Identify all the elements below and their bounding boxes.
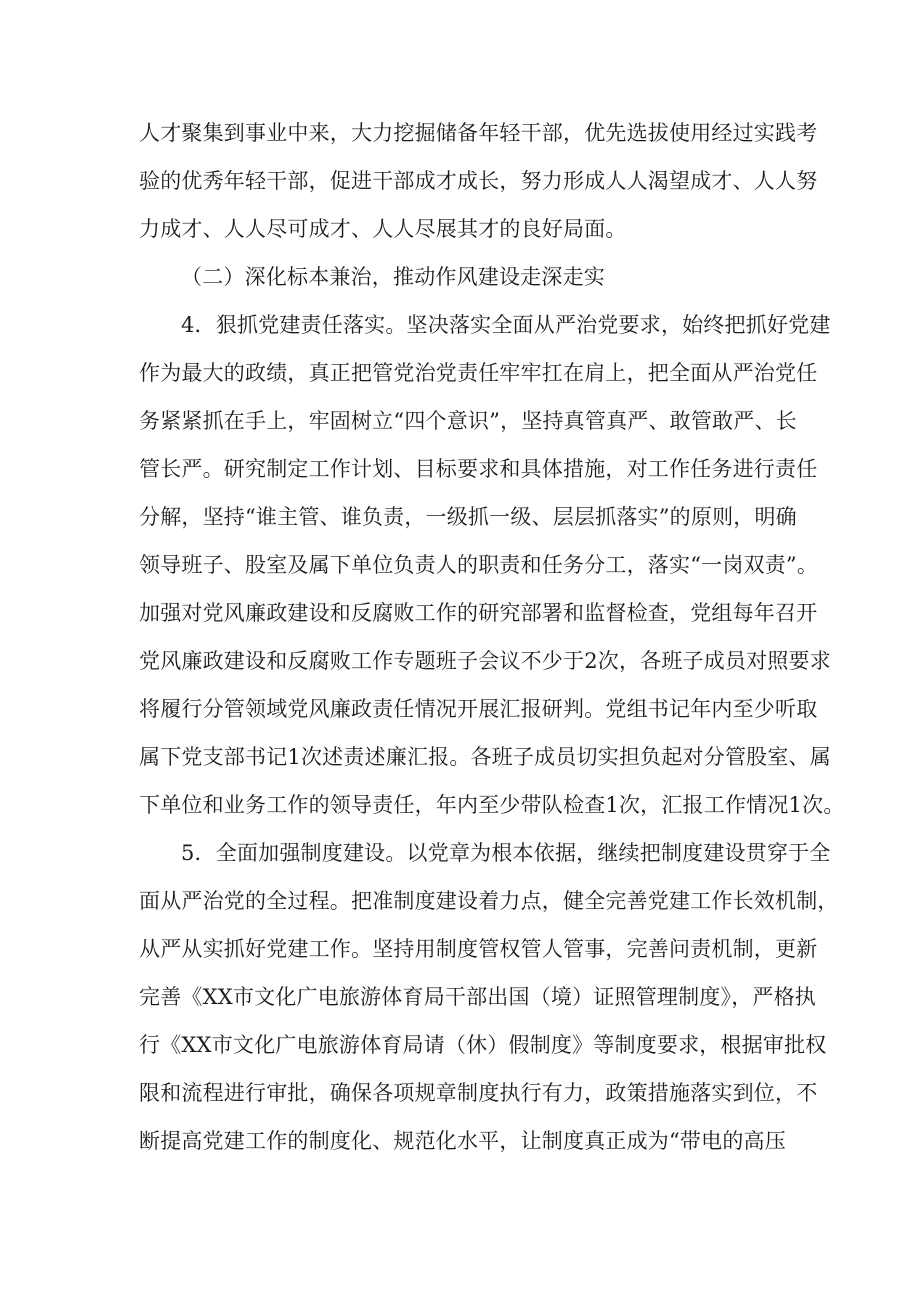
paragraph-line: 领导班子、股室及属下单位负责人的职责和任务分工，落实“一岗双责”。 <box>139 553 819 577</box>
section-heading: （二）深化标本兼治，推动作风建设走深走实 <box>181 265 605 289</box>
paragraph-line: 面从严治党的全过程。把准制度建设着力点，健全完善党建工作长效机制， <box>139 889 839 913</box>
paragraph-line: 5．全面加强制度建设。以党章为根本依据，继续把制度建设贯穿于全 <box>181 841 831 865</box>
paragraph-line: 限和流程进行审批，确保各项规章制度执行有力，政策措施落实到位，不 <box>139 1081 818 1105</box>
paragraph-line: 验的优秀年轻干部，促进干部成才成长，努力形成人人渴望成才、人人努 <box>139 169 818 193</box>
paragraph-line: 4．狠抓党建责任落实。坚决落实全面从严治党要求，始终把抓好党建 <box>181 313 831 337</box>
paragraph-line: 从严从实抓好党建工作。坚持用制度管权管人管事，完善问责机制，更新 <box>139 937 818 961</box>
paragraph-line: 完善《XX市文化广电旅游体育局干部出国（境）证照管理制度》，严格执 <box>139 985 816 1009</box>
paragraph-line: 力成才、人人尽可成才、人人尽展其才的良好局面。 <box>139 217 627 241</box>
paragraph-line: 人才聚集到事业中来，大力挖掘储备年轻干部，优先选拔使用经过实践考 <box>139 121 818 145</box>
paragraph-line: 行《XX市文化广电旅游体育局请（休）假制度》等制度要求，根据审批权 <box>139 1033 827 1057</box>
paragraph-line: 管长严。研究制定工作计划、目标要求和具体措施，对工作任务进行责任 <box>139 457 818 481</box>
paragraph-line: 将履行分管领域党风廉政责任情况开展汇报研判。党组书记年内至少听取 <box>139 697 818 721</box>
paragraph-line: 断提高党建工作的制度化、规范化水平，让制度真正成为“带电的高压 <box>139 1129 786 1153</box>
paragraph-line: 属下党支部书记1次述责述廉汇报。各班子成员切实担负起对分管股室、属 <box>139 745 831 769</box>
paragraph-line: 务紧紧抓在手上，牢固树立“四个意识”，坚持真管真严、敢管敢严、长 <box>139 409 797 433</box>
paragraph-line: 分解，坚持“谁主管、谁负责，一级抓一级、层层抓落实”的原则，明确 <box>139 505 797 529</box>
paragraph-line: 作为最大的政绩，真正把管党治党责任牢牢扛在肩上，把全面从严治党任 <box>139 361 818 385</box>
paragraph-line: 党风廉政建设和反腐败工作专题班子会议不少于2次，各班子成员对照要求 <box>139 649 831 673</box>
paragraph-line: 下单位和业务工作的领导责任，年内至少带队检查1次，汇报工作情况1次。 <box>139 793 845 817</box>
paragraph-line: 加强对党风廉政建设和反腐败工作的研究部署和监督检查，党组每年召开 <box>139 601 818 625</box>
